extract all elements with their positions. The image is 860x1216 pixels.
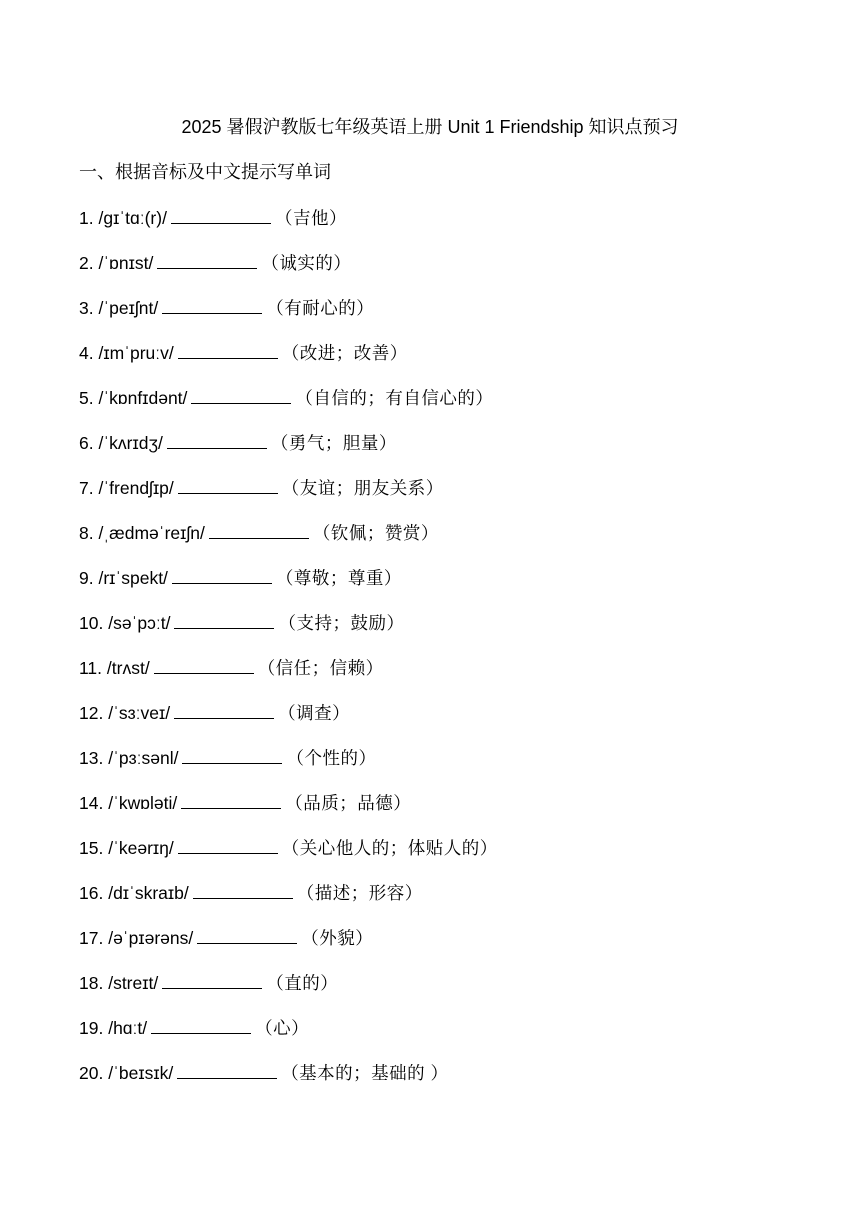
exercise-item: [79, 294, 498, 339]
document-title: 2025 暑假沪教版七年级英语上册 Unit 1 Friendship 知识点预习: [181, 117, 679, 137]
item-number: 14.: [79, 793, 104, 813]
exercise-item: [79, 339, 498, 384]
item-number: 12.: [79, 703, 104, 723]
exercise-item: [79, 249, 498, 294]
exercise-item: [79, 744, 498, 789]
answer-blank[interactable]: [162, 294, 262, 314]
answer-blank[interactable]: [178, 474, 278, 494]
answer-blank[interactable]: [151, 1014, 251, 1034]
item-phonetic: /ˈpeɪʃnt/: [98, 298, 159, 318]
item-phonetic: /ˈbeɪsɪk/: [108, 1063, 174, 1083]
exercise-item: [79, 564, 498, 609]
item-hint: （支持；鼓励）: [278, 613, 405, 633]
item-phonetic: /ˈsɜːveɪ/: [108, 703, 171, 723]
item-hint: （友谊；朋友关系）: [281, 478, 444, 498]
item-hint: （外貌）: [301, 928, 374, 948]
item-phonetic: /ˌædməˈreɪʃn/: [98, 523, 205, 543]
item-number: 2.: [79, 253, 94, 273]
item-number: 17.: [79, 928, 104, 948]
answer-blank[interactable]: [157, 249, 257, 269]
item-hint: （个性的）: [286, 748, 377, 768]
exercise-item: [79, 1059, 498, 1104]
answer-blank[interactable]: [174, 609, 274, 629]
section-heading: 一、根据音标及中文提示写单词: [79, 162, 331, 182]
item-hint: （基本的；基础的 ）: [281, 1063, 449, 1083]
item-phonetic: /ˈɒnɪst/: [98, 253, 154, 273]
exercise-item: [79, 609, 498, 654]
item-hint: （信任；信赖）: [257, 658, 384, 678]
item-number: 11.: [79, 658, 103, 678]
item-number: 20.: [79, 1063, 104, 1083]
item-number: 10.: [79, 613, 104, 633]
exercise-item: [79, 1014, 498, 1059]
exercise-item: [79, 519, 498, 564]
answer-blank[interactable]: [191, 384, 291, 404]
item-number: 13.: [79, 748, 104, 768]
answer-blank[interactable]: [154, 654, 254, 674]
item-phonetic: /hɑːt/: [108, 1018, 148, 1038]
item-phonetic: /ˈpɜːsənl/: [108, 748, 179, 768]
exercise-item: [79, 834, 498, 879]
item-hint: （关心他人的；体贴人的）: [281, 838, 498, 858]
item-hint: （尊敬；尊重）: [275, 568, 402, 588]
item-phonetic: /ˈkʌrɪdʒ/: [98, 433, 163, 453]
exercise-item: [79, 654, 498, 699]
answer-blank[interactable]: [162, 969, 262, 989]
item-phonetic: /trʌst/: [106, 658, 150, 678]
item-hint: （直的）: [266, 973, 339, 993]
item-hint: （勇气；胆量）: [270, 433, 397, 453]
item-number: 8.: [79, 523, 94, 543]
exercise-item: [79, 474, 498, 519]
item-number: 18.: [79, 973, 104, 993]
item-number: 9.: [79, 568, 94, 588]
item-phonetic: /rɪˈspekt/: [98, 568, 168, 588]
answer-blank[interactable]: [171, 204, 271, 224]
exercise-item: [79, 789, 498, 834]
answer-blank[interactable]: [209, 519, 309, 539]
answer-blank[interactable]: [178, 834, 278, 854]
item-phonetic: /ˈkwɒləti/: [108, 793, 178, 813]
exercise-list: [79, 204, 498, 1104]
item-phonetic: /ˈkɒnfɪdənt/: [98, 388, 188, 408]
item-number: 4.: [79, 343, 94, 363]
item-hint: （自信的；有自信心的）: [295, 388, 494, 408]
item-phonetic: /ɪmˈpruːv/: [98, 343, 174, 363]
exercise-item: [79, 879, 498, 924]
exercise-item: [79, 699, 498, 744]
item-phonetic: /dɪˈskraɪb/: [108, 883, 189, 903]
answer-blank[interactable]: [167, 429, 267, 449]
answer-blank[interactable]: [193, 879, 293, 899]
item-number: 5.: [79, 388, 94, 408]
item-phonetic: /ɡɪˈtɑː(r)/: [98, 208, 167, 228]
answer-blank[interactable]: [181, 789, 281, 809]
exercise-item: [79, 384, 498, 429]
item-phonetic: /ˈfrendʃɪp/: [98, 478, 174, 498]
answer-blank[interactable]: [174, 699, 274, 719]
answer-blank[interactable]: [178, 339, 278, 359]
item-number: 19.: [79, 1018, 104, 1038]
answer-blank[interactable]: [177, 1059, 277, 1079]
item-phonetic: /streɪt/: [108, 973, 159, 993]
answer-blank[interactable]: [197, 924, 297, 944]
item-number: 7.: [79, 478, 94, 498]
item-number: 6.: [79, 433, 94, 453]
item-hint: （诚实的）: [261, 253, 352, 273]
answer-blank[interactable]: [182, 744, 282, 764]
item-hint: （品质；品德）: [285, 793, 412, 813]
item-number: 3.: [79, 298, 94, 318]
item-number: 15.: [79, 838, 104, 858]
item-number: 1.: [79, 208, 94, 228]
item-phonetic: /ˈkeərɪŋ/: [108, 838, 174, 858]
item-hint: （有耐心的）: [266, 298, 375, 318]
item-hint: （调查）: [278, 703, 351, 723]
exercise-item: [79, 969, 498, 1014]
item-hint: （吉他）: [274, 208, 347, 228]
item-number: 16.: [79, 883, 104, 903]
item-hint: （心）: [255, 1018, 310, 1038]
answer-blank[interactable]: [172, 564, 272, 584]
item-hint: （描述；形容）: [296, 883, 423, 903]
exercise-item: [79, 204, 498, 249]
item-phonetic: /səˈpɔːt/: [108, 613, 171, 633]
item-hint: （改进；改善）: [281, 343, 408, 363]
exercise-item: [79, 429, 498, 474]
item-phonetic: /əˈpɪərəns/: [108, 928, 194, 948]
exercise-item: [79, 924, 498, 969]
item-hint: （钦佩；赞赏）: [312, 523, 439, 543]
